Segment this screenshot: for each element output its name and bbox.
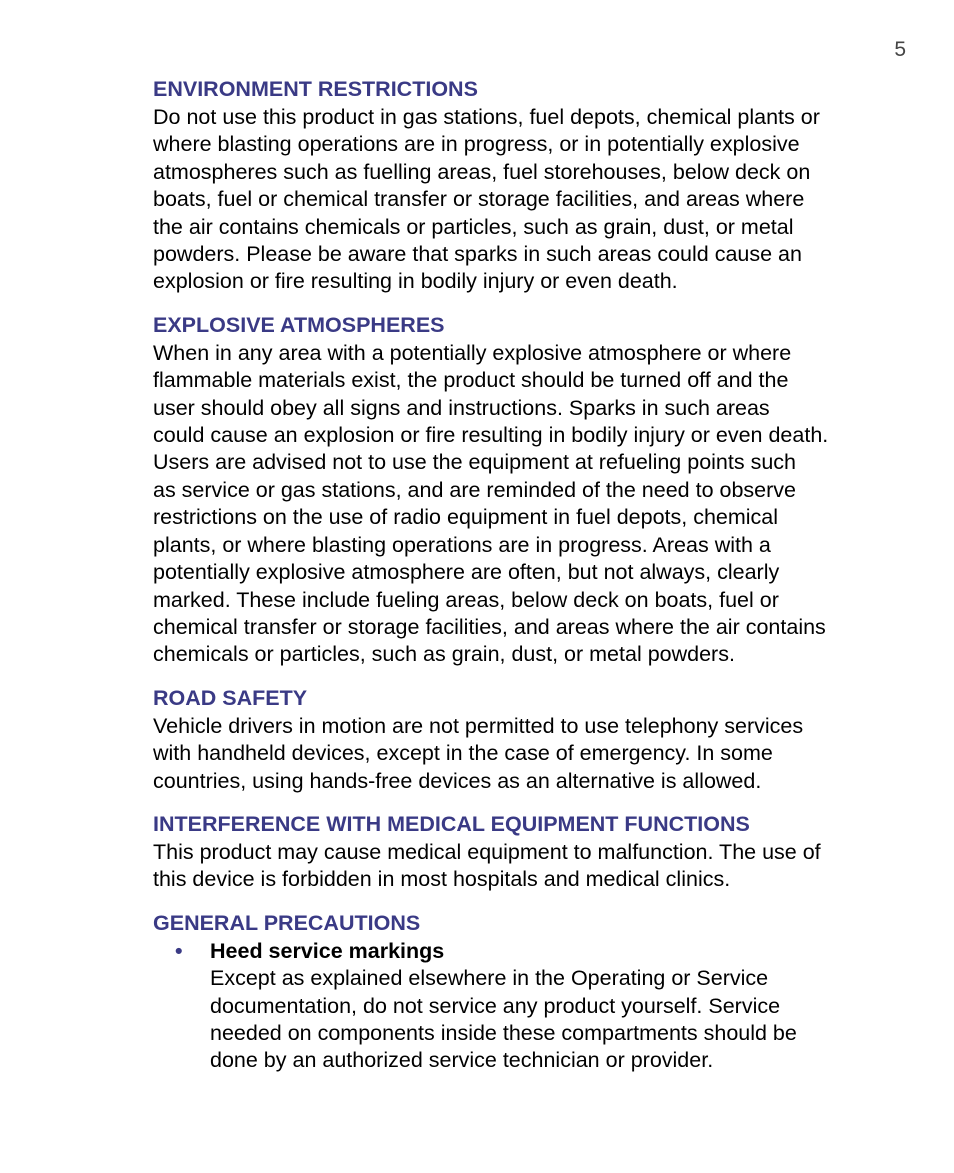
- body-line: chemicals or particles, such as grain, dust, or metal powders.: [153, 642, 735, 667]
- body-line: potentially explosive atmosphere are often, but not always, clearly: [153, 560, 780, 585]
- bullet-icon: •: [175, 938, 183, 963]
- section-body: [153, 340, 883, 669]
- body-line: Vehicle drivers in motion are not permitted to use telephony services: [153, 713, 804, 738]
- body-line: plants, or where blasting operations are in progress. Areas with a: [153, 532, 771, 557]
- body-line: chemical transfer or storage facilities, and areas where the air contains: [153, 614, 826, 639]
- page-number: 5: [894, 38, 906, 61]
- section-general-precautions: [153, 908, 883, 1075]
- section-environment-restrictions: [153, 74, 883, 296]
- body-line: Users are advised not to use the equipment at refueling points such: [153, 450, 796, 475]
- body-line: flammable materials exist, the product should be turned off and the: [153, 368, 789, 393]
- section-road-safety: [153, 683, 883, 795]
- body-line: documentation, do not service any product yourself. Service: [210, 993, 781, 1018]
- body-line: done by an authorized service technician or provider.: [210, 1048, 714, 1073]
- section-body: [153, 839, 883, 894]
- body-line: this device is forbidden in most hospitals and medical clinics.: [153, 867, 731, 892]
- bullet-title: Heed service markings: [210, 938, 445, 963]
- body-line: with handheld devices, except in the case of emergency. In some: [153, 741, 773, 766]
- precautions-list: [153, 938, 883, 1075]
- body-line: explosion or fire resulting in bodily injury or even death.: [153, 269, 678, 294]
- body-line: the air contains chemicals or particles, such as grain, dust, or metal: [153, 214, 794, 239]
- body-line: boats, fuel or chemical transfer or storage facilities, and areas where: [153, 187, 805, 212]
- bullet-body: [210, 965, 883, 1075]
- body-line: where blasting operations are in progress, or in potentially explosive: [153, 132, 800, 157]
- section-heading: ROAD SAFETY: [153, 685, 308, 710]
- body-line: Do not use this product in gas stations, fuel depots, chemical plants or: [153, 105, 820, 129]
- body-line: as service or gas stations, and are reminded of the need to observe: [153, 477, 796, 502]
- section-explosive-atmospheres: [153, 310, 883, 669]
- section-heading: INTERFERENCE WITH MEDICAL EQUIPMENT FUNCTIONS: [153, 811, 750, 836]
- list-item: [153, 938, 883, 1075]
- section-heading: EXPLOSIVE ATMOSPHERES: [153, 312, 445, 337]
- body-line: This product may cause medical equipment to malfunction. The use of: [153, 839, 821, 864]
- body-line: marked. These include fueling areas, below deck on boats, fuel or: [153, 587, 779, 612]
- section-medical-equipment: [153, 809, 883, 894]
- section-heading: GENERAL PRECAUTIONS: [153, 910, 421, 935]
- body-line: could cause an explosion or fire resulting in bodily injury or even death.: [153, 423, 829, 448]
- body-line: countries, using hands-free devices as an alternative is allowed.: [153, 768, 762, 793]
- document-content: [153, 74, 883, 1089]
- section-body: [153, 104, 883, 296]
- body-line: user should obey all signs and instructions. Sparks in such areas: [153, 395, 770, 420]
- body-line: atmospheres such as fuelling areas, fuel storehouses, below deck on: [153, 159, 811, 184]
- body-line: powders. Please be aware that sparks in such areas could cause an: [153, 242, 802, 267]
- body-line: restrictions on the use of radio equipment in fuel depots, chemical: [153, 505, 779, 530]
- body-line: When in any area with a potentially explosive atmosphere or where: [153, 340, 792, 365]
- body-line: Except as explained elsewhere in the Operating or Service: [210, 966, 769, 991]
- body-line: needed on components inside these compartments should be: [210, 1020, 797, 1045]
- section-body: [153, 713, 883, 795]
- section-heading: ENVIRONMENT RESTRICTIONS: [153, 77, 478, 101]
